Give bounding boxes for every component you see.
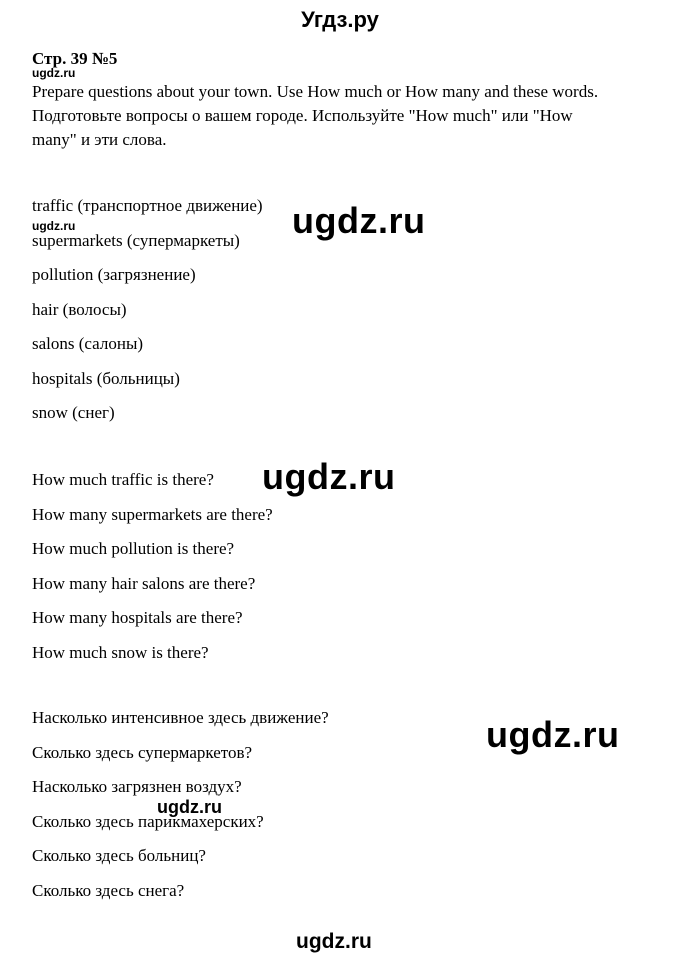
watermark-small-list: ugdz.ru [32,219,76,233]
translation-item: Сколько здесь супермаркетов? [32,742,253,762]
task-line-russian-2: many" и эти слова. [32,130,167,149]
word-item: snow (снег) [32,403,115,422]
question-item: How much traffic is there? [32,470,214,489]
question-item: How many hair salons are there? [32,573,256,593]
question-item: How many supermarkets are there? [32,504,273,524]
watermark-bottom: ugdz.ru [296,930,372,953]
question-item: How many hospitals are there? [32,608,243,627]
word-item: pollution (загрязнение) [32,265,196,284]
task-line-russian-1: Подготовьте вопросы о вашем городе. Используйте "How much" или "How [32,106,573,125]
question-item: How much pollution is there? [32,539,235,558]
task-line-english: Prepare questions about your town. Use How much or How many and these words. [32,82,599,101]
question-item: How much snow is there? [32,642,209,662]
exercise-title: Стр. 39 №5 [32,49,118,68]
watermark-big-1: ugdz.ru [292,200,426,241]
word-item: hospitals (больницы) [32,368,180,388]
translation-item: Насколько интенсивное здесь движение? [32,708,329,727]
question-list [32,470,273,677]
site-title: Угдз.ру [301,7,379,32]
translation-item: Сколько здесь снега? [32,880,185,900]
word-item: salons (салоны) [32,334,144,353]
watermark-mid: ugdz.ru [157,797,222,817]
translation-item: Сколько здесь парикмахерских? [32,811,264,831]
watermark-small-top: ugdz.ru [32,66,76,80]
translation-item: Сколько здесь больниц? [32,846,206,865]
task-instructions [32,80,672,152]
watermark-big-3: ugdz.ru [486,714,620,755]
watermark-big-2: ugdz.ru [262,456,396,497]
word-item: hair (волосы) [32,299,127,319]
translation-item: Насколько загрязнен воздух? [32,777,242,796]
word-item: traffic (транспортное движение) [32,196,263,215]
word-item: supermarkets (супермаркеты) [32,230,240,250]
